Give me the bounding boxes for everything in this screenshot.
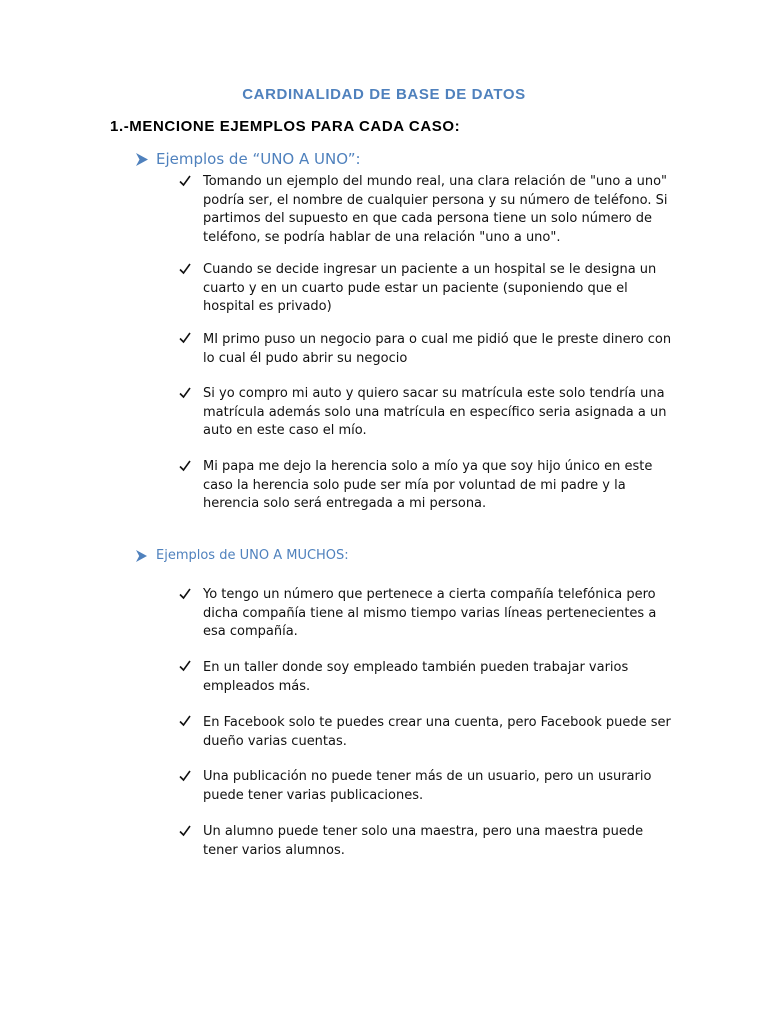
section-label: Ejemplos de UNO A MUCHOS: <box>156 548 349 563</box>
list-item: Cuando se decide ingresar un paciente a un hospital se le designa un cuarto y en un cuarto pude estar un paciente (suponiendo que el hospital es privado) <box>203 262 657 314</box>
question-heading: 1.-MENCIONE EJEMPLOS PARA CADA CASO: <box>110 118 461 135</box>
checkmark-icon <box>178 262 192 276</box>
checkmark-icon <box>178 659 192 673</box>
checkmark-icon <box>178 714 192 728</box>
section-heading-uno-a-muchos <box>136 548 349 563</box>
checkmark-icon <box>178 331 192 345</box>
section-heading-uno-a-uno <box>136 150 361 168</box>
list-item: En Facebook solo te puedes crear una cuenta, pero Facebook puede ser dueño varias cuentas. <box>203 715 671 749</box>
checkmark-icon <box>178 459 192 473</box>
list-item: Un alumno puede tener solo una maestra, pero una maestra puede tener varios alumnos. <box>203 824 644 858</box>
checkmark-icon <box>178 174 192 188</box>
checkmark-icon <box>178 769 192 783</box>
arrowhead-bullet-icon <box>136 550 148 562</box>
list-item: MI primo puso un negocio para o cual me pidió que le preste dinero con lo cual él pudo abrir su negocio <box>203 332 672 366</box>
list-item: Si yo compro mi auto y quiero sacar su matrícula este solo tendría una matrícula además solo una matrícula en específico seria asignada a un auto en este caso el mío. <box>203 386 667 438</box>
checkmark-icon <box>178 386 192 400</box>
list-item: Tomando un ejemplo del mundo real, una clara relación de "uno a uno" podría ser, el nombre de cualquier persona y su número de teléfono. Si partimos del supuesto en que cada persona tiene un solo número de teléfono, se podría hablar de una relación "uno a uno". <box>203 174 668 245</box>
checkmark-icon <box>178 587 192 601</box>
list-item: Mi papa me dejo la herencia solo a mío ya que soy hijo único en este caso la herencia solo pude ser mía por voluntad de mi padre y la herencia solo será entregada a mi persona. <box>203 459 653 511</box>
checkmark-icon <box>178 824 192 838</box>
document-title: CARDINALIDAD DE BASE DE DATOS <box>242 86 526 103</box>
list-item: En un taller donde soy empleado también pueden trabajar varios empleados más. <box>203 660 629 694</box>
list-item: Una publicación no puede tener más de un usuario, pero un usurario puede tener varias publicaciones. <box>203 769 652 803</box>
section-label: Ejemplos de “UNO A UNO”: <box>156 150 361 168</box>
arrowhead-bullet-icon <box>136 153 148 166</box>
list-item: Yo tengo un número que pertenece a cierta compañía telefónica pero dicha compañía tiene al mismo tiempo varias líneas pertenecientes a esa compañía. <box>203 587 657 639</box>
